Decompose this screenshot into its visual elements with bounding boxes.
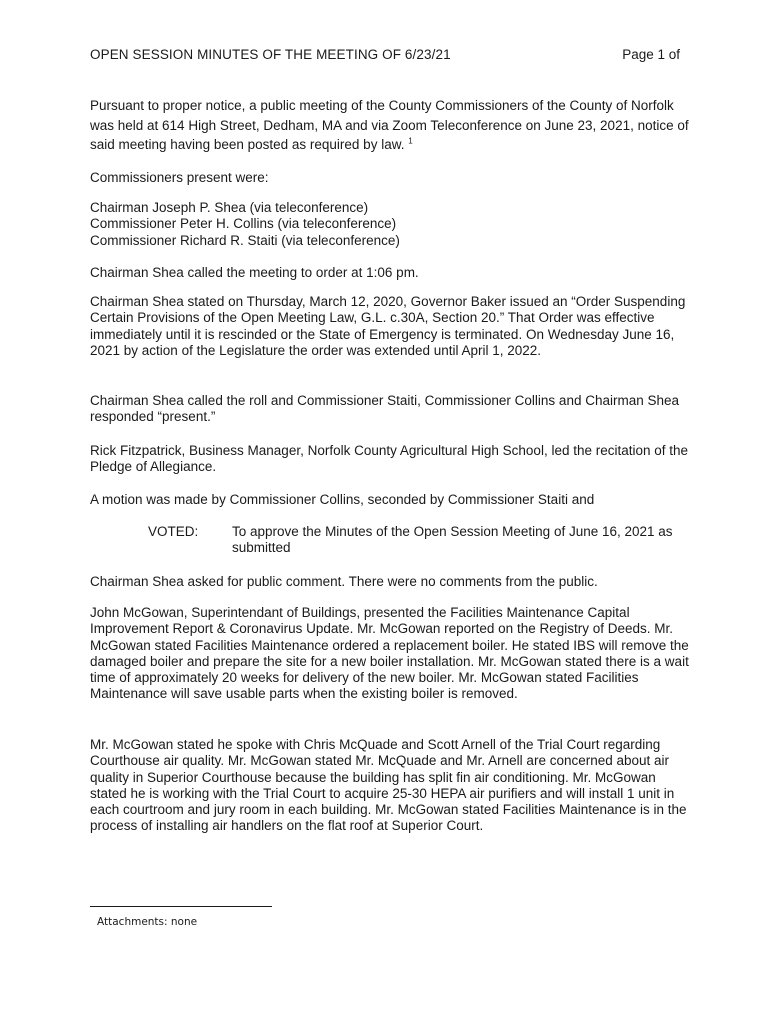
commissioners-heading: Commissioners present were: [90,170,269,185]
footnote-text: Attachments: none [97,916,198,928]
commissioner-item: Commissioner Richard R. Staiti (via teleconference) [90,232,400,248]
commissioners-list [90,200,690,249]
order-statement-paragraph: Chairman Shea stated on Thursday, March 12, 2020, Governor Baker issued an “Order Suspending Certain Provisions of the Open Meeting Law, G.L. c.30A, Section 20.” That Order was effective immediately until it is rescinded or the State of Emergency is terminated. On Wednesday June 16, 2021 by action of the Legislature the order was extended until April 1, 2022. [90,294,686,358]
intro-paragraph [90,96,690,155]
footnote-divider [90,906,272,907]
vote-label: VOTED: [148,524,199,539]
commissioner-item: Commissioner Peter H. Collins (via teleconference) [90,216,397,232]
commissioner-item: Chairman Joseph P. Shea (via teleconference) [90,200,369,215]
public-comment-paragraph: Chairman Shea asked for public comment. There were no comments from the public. [90,574,598,589]
air-quality-paragraph: Mr. McGowan stated he spoke with Chris McQuade and Scott Arnell of the Trial Court regarding Courthouse air quality. Mr. McGowan stated Mr. McQuade and Mr. Arnell are concerned about air quality in Superior Courthouse because the building has split fin air conditioning. Mr. McGowan stated he is working with the Trial Court to acquire 25-30 HEPA air purifiers and will install 1 unit in each courtroom and jury room in each building. Mr. McGowan stated Facilities Maintenance is in the process of installing air handlers on the flat roof at Superior Court. [90,737,687,834]
page-header-title: OPEN SESSION MINUTES OF THE MEETING OF 6/23/21 [90,47,451,62]
intro-text: Pursuant to proper notice, a public meeting of the County Commissioners of the County of Norfolk was held at 614 High Street, Dedham, MA and via Zoom Teleconference on June 23, 2021, notice of said meeting having been posted as required by law. [90,98,689,152]
motion-paragraph: A motion was made by Commissioner Collins, seconded by Commissioner Staiti and [90,492,595,507]
mcgowan-report-paragraph: John McGowan, Superintendant of Buildings, presented the Facilities Maintenance Capital Improvement Report & Coronavirus Update. Mr. McGowan reported on the Registry of Deeds. Mr. McGowan stated Facilities Maintenance ordered a replacement boiler. He stated IBS will remove the damaged boiler and prepare the site for a new boiler installation. Mr. McGowan stated there is a wait time of approximately 20 weeks for delivery of the new boiler. Mr. McGowan stated Facilities Maintenance will save usable parts when the existing boiler is removed. [90,605,689,702]
vote-text: To approve the Minutes of the Open Session Meeting of June 16, 2021 as submitted [232,524,673,556]
vote-record [148,524,688,557]
pledge-paragraph: Rick Fitzpatrick, Business Manager, Norfolk County Agricultural High School, led the recitation of the Pledge of Allegiance. [90,443,689,475]
call-to-order-paragraph: Chairman Shea called the meeting to order at 1:06 pm. [90,265,419,280]
page-number-label: Page 1 of [622,47,680,62]
footnote-reference: 1 [408,136,413,146]
roll-call-paragraph: Chairman Shea called the roll and Commissioner Staiti, Commissioner Collins and Chairman Shea responded “present.” [90,393,680,425]
